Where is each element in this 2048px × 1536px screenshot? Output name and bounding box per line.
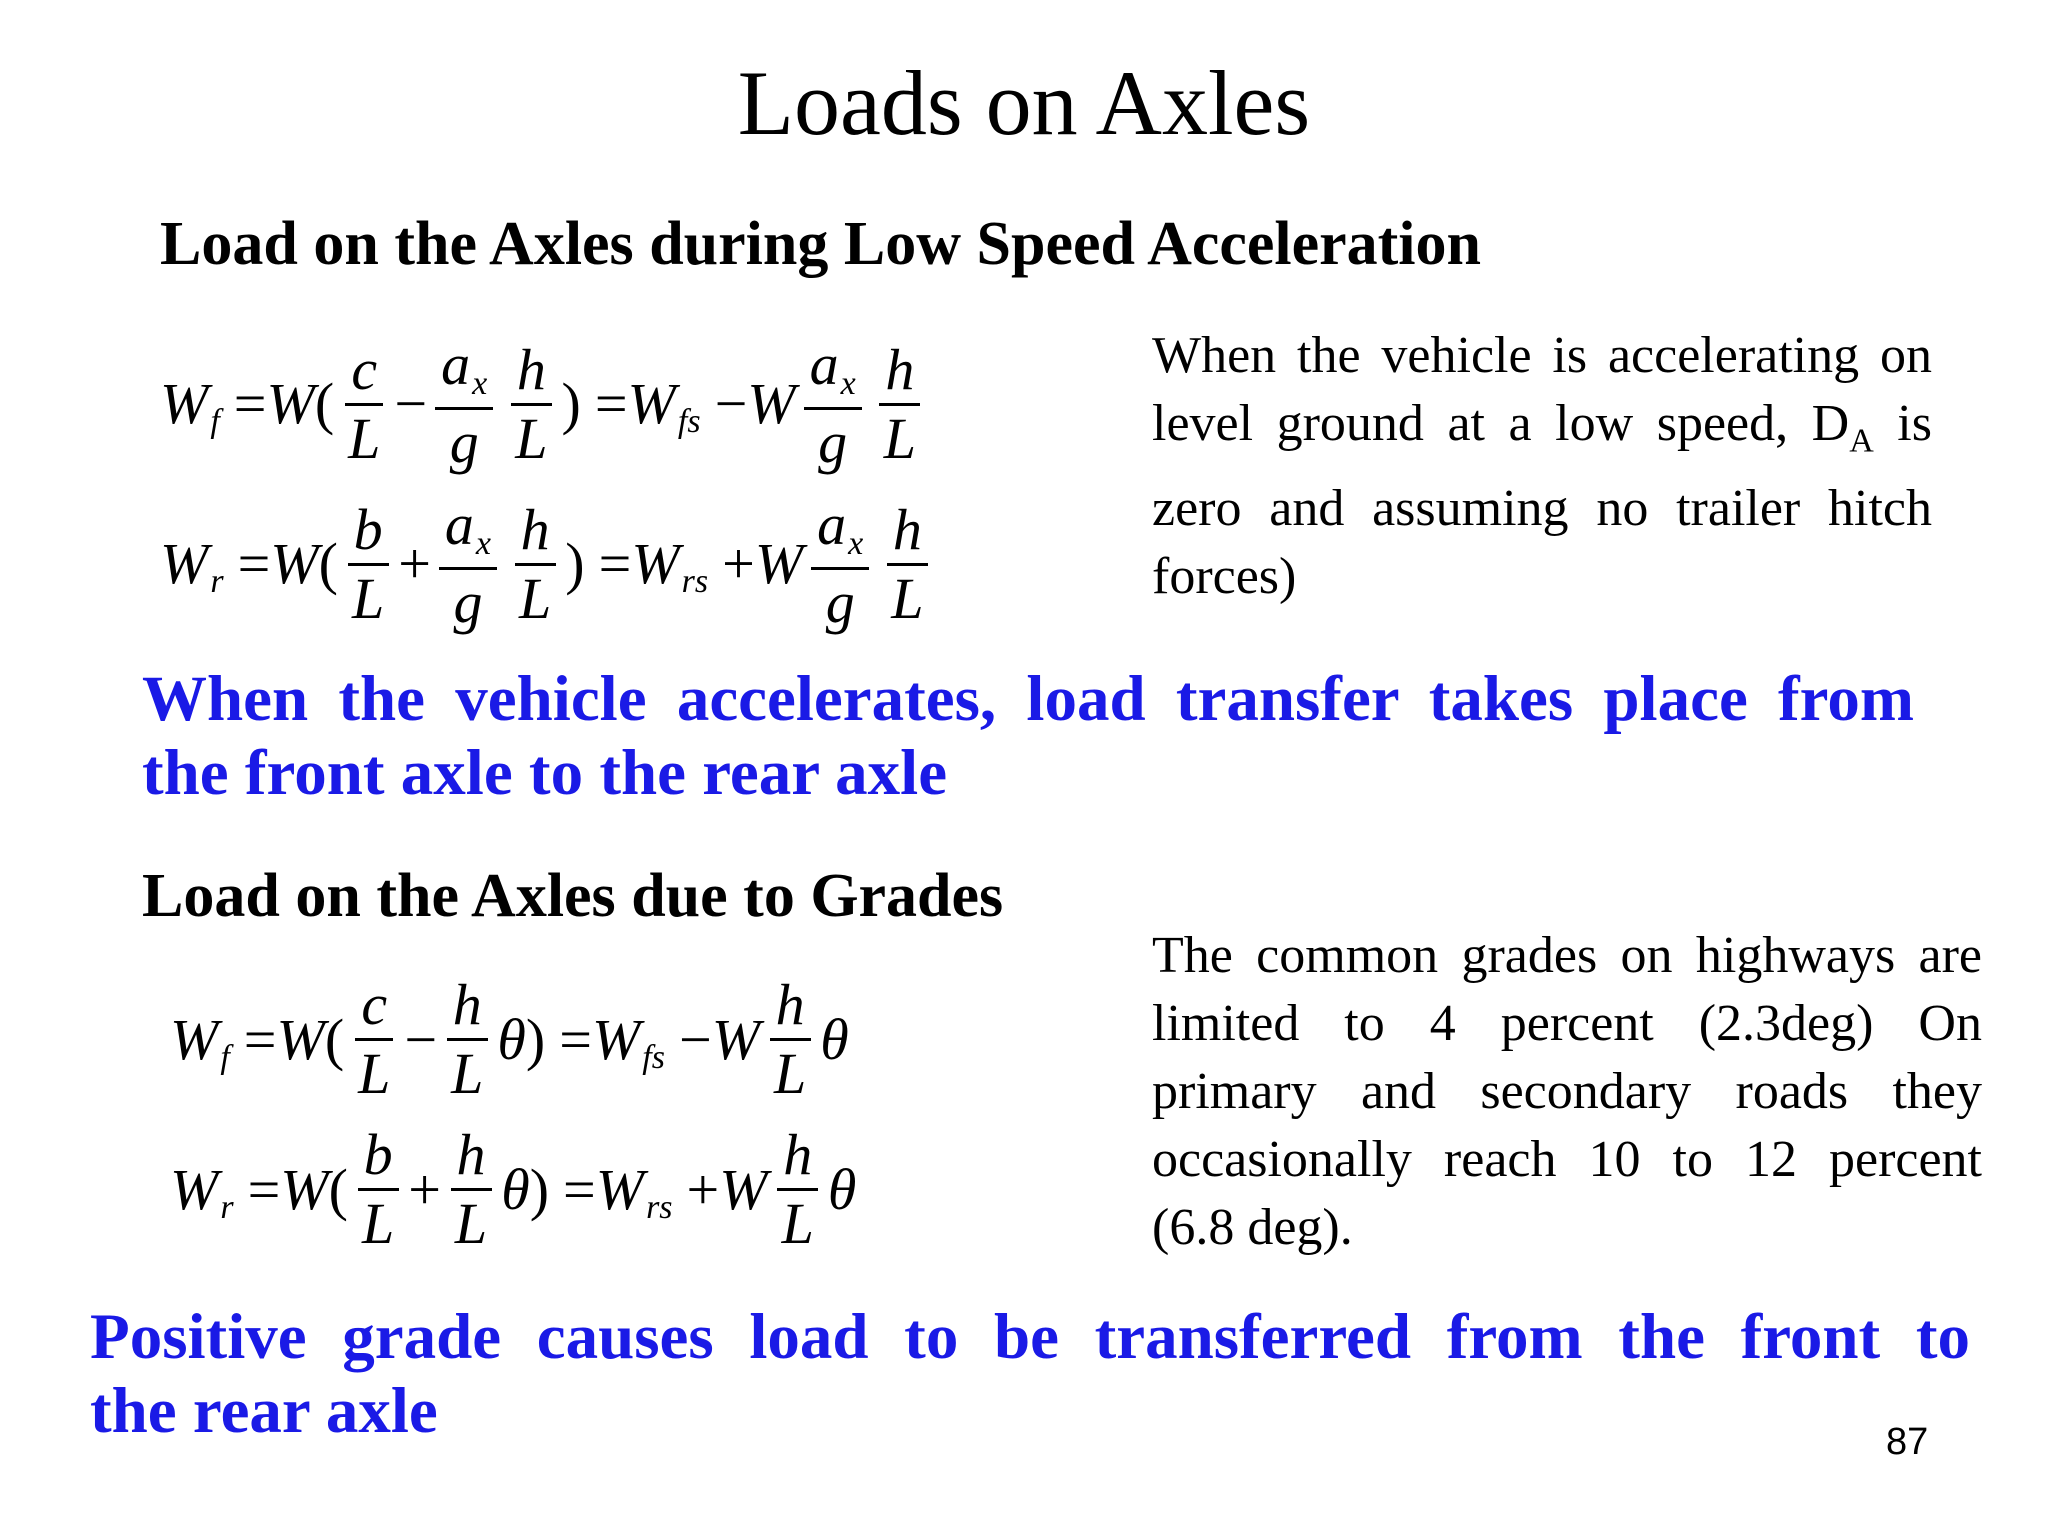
grade-note-line2: the rear axle bbox=[90, 1375, 438, 1447]
eq-static-sub: fs bbox=[677, 403, 701, 440]
fraction-h-over-l-tail: $\frac{h}{L}$ bbox=[776, 1122, 820, 1257]
fraction-ax-over-g: $\frac{ax}{g}$ bbox=[439, 492, 497, 636]
fraction-h-over-l-tail: $\frac{h}{L}$ bbox=[768, 972, 812, 1107]
fraction-c-over-l: $\frac{c}{L}$ bbox=[352, 972, 396, 1107]
fraction-h-over-l: $\frac{h}{L}$ bbox=[445, 972, 489, 1107]
fraction-h-over-l-tail: $\frac{h}{L}$ bbox=[885, 497, 929, 632]
fraction-h-over-l: $\frac{h}{L}$ bbox=[513, 497, 557, 632]
eq-static-var: W bbox=[627, 371, 676, 436]
eq-lhs-sub: f bbox=[210, 403, 220, 440]
accel-description: When the vehicle is accelerating on level ground at a low speed, $D_A$ is zero and assuming no trailer hitch forces) bbox=[1152, 327, 1932, 606]
fraction-ax-over-g: $\frac{ax}{g}$ bbox=[435, 332, 493, 476]
accel-rear-axle-equation: W r = W ( $\frac{b}{L}$ + $\frac{ax}{g}$ $\frac{h}{L}$ ) = W rs + W $\frac{ax}{g}$ $\frac{h}{L}$ bbox=[160, 492, 938, 636]
fraction-c-over-l: $\frac{c}{L}$ bbox=[342, 337, 386, 472]
grade-front-axle-equation: W f = W ( $\frac{c}{L}$ − $\frac{h}{L}$ θ ) = W fs − W $\frac{h}{L}$ θ bbox=[170, 972, 849, 1106]
section1-heading: Load on the Axles during Low Speed Acceleration bbox=[160, 210, 1482, 278]
fraction-ax-over-g-tail: $\frac{ax}{g}$ bbox=[804, 332, 862, 476]
slide-title: Loads on Axles bbox=[737, 52, 1311, 154]
fraction-ax-over-g-tail: $\frac{ax}{g}$ bbox=[811, 492, 869, 636]
grade-description: The common grades on highways are limited to 4 percent (2.3deg) On primary and secondary roads they occasionally reach 10 to 12 percent (6.8 deg). bbox=[1152, 927, 1982, 1256]
theta-symbol: θ bbox=[497, 1006, 526, 1072]
fraction-h-over-l: $\frac{h}{L}$ bbox=[449, 1122, 493, 1257]
eq-factor: W bbox=[266, 371, 315, 436]
section2-heading: Load on the Axles due to Grades bbox=[142, 862, 1004, 930]
page-number: 87 bbox=[1886, 1421, 1929, 1463]
accel-front-axle-equation: W f = W ( $\frac{c}{L}$ − $\frac{ax}{g}$ $\frac{h}{L}$ ) = W fs − W $\frac{ax}{g}$ $\frac{h}{L}$ bbox=[160, 332, 930, 476]
fraction-b-over-l: $\frac{b}{L}$ bbox=[346, 497, 390, 632]
accel-note-line2: the front axle to the rear axle bbox=[142, 737, 948, 809]
fraction-b-over-l: $\frac{b}{L}$ bbox=[356, 1122, 400, 1257]
eq-operator: − bbox=[394, 371, 428, 436]
fraction-h-over-l-tail: $\frac{h}{L}$ bbox=[878, 337, 922, 472]
grade-note-line1: Positive grade causes load to be transferred from the front to bbox=[90, 1301, 1970, 1373]
eq-lhs-var: W bbox=[160, 371, 209, 436]
fraction-h-over-l: $\frac{h}{L}$ bbox=[509, 337, 553, 472]
grade-rear-axle-equation: W r = W ( $\frac{b}{L}$ + $\frac{h}{L}$ θ ) = W rs + W $\frac{h}{L}$ θ bbox=[170, 1122, 857, 1256]
accel-note-line1: When the vehicle accelerates, load transfer takes place from bbox=[142, 663, 1914, 735]
